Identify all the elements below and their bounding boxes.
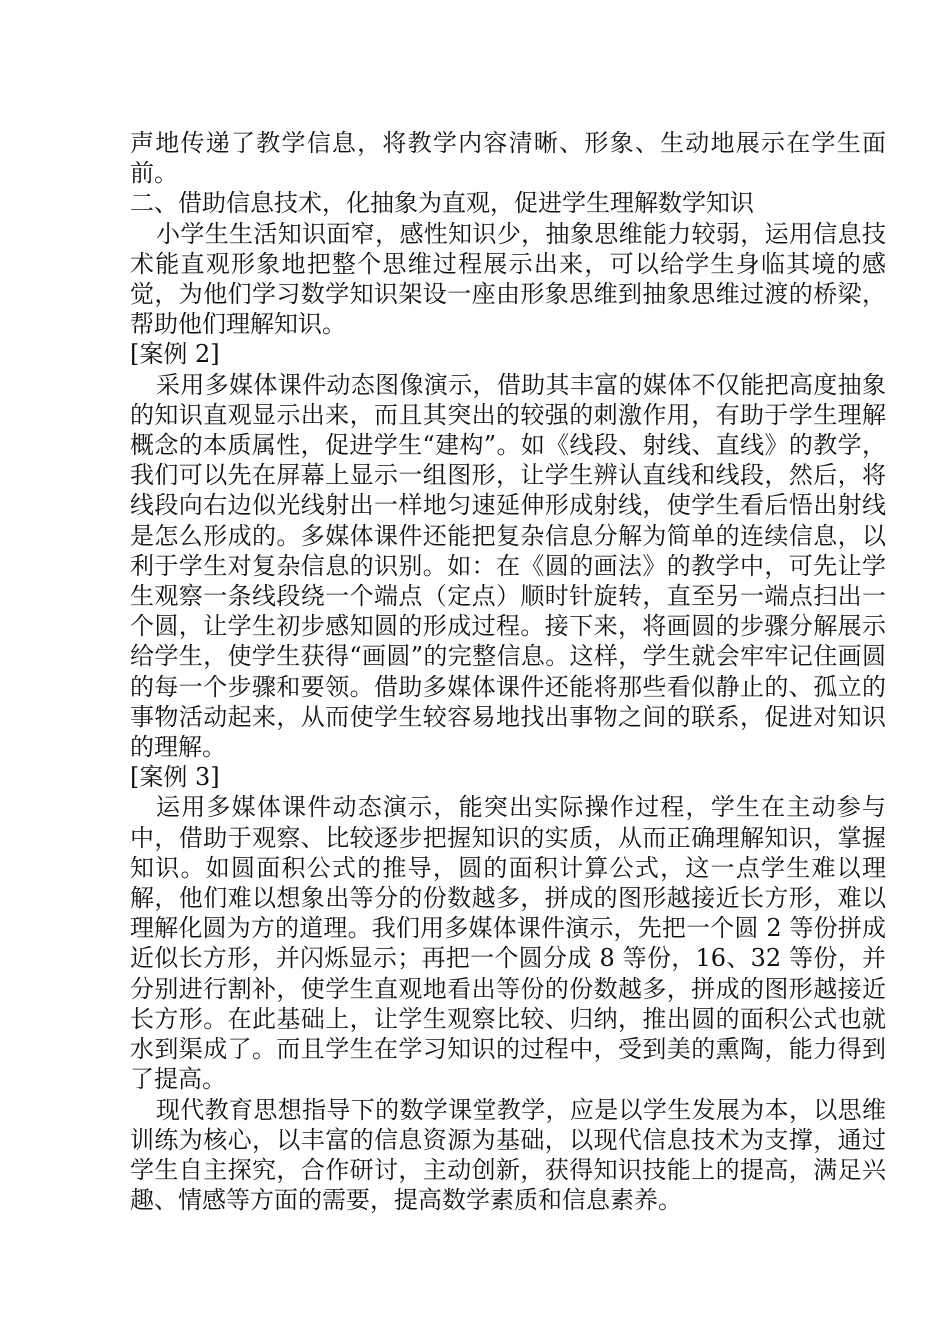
case-label-2: [案例 2] xyxy=(130,340,220,369)
paragraph-continuation: 声地传递了教学信息，将教学内容清晰、形象、生动地展示在学生面前。 xyxy=(130,129,886,188)
document-page xyxy=(130,128,886,1215)
paragraph-conclusion: 现代教育思想指导下的数学课堂教学，应是以学生发展为本，以思维训练为核心，以丰富的信息资源为基础，以现代信息技术为支撑，通过学生自主探究，合作研讨，主动创新，获得知识技能上的提高，满足兴趣、情感等方面的需要，提高数学素质和信息素养。 xyxy=(130,1095,886,1215)
section-heading: 二、借助信息技术，化抽象为直观，促进学生理解数学知识 xyxy=(130,189,754,218)
paragraph-case-2: 采用多媒体课件动态图像演示，借助其丰富的媒体不仅能把高度抽象的知识直观显示出来，而且其突出的较强的刺激作用，有助于学生理解概念的本质属性，促进学生“建构”。如《线段、射线、直线》的教学，我们可以先在屏幕上显示一组图形，让学生辨认直线和线段，然后，将线段向右边似光线射出一样地匀速延伸形成射线，使学生看后悟出射线是怎么形成的。多媒体课件还能把复杂信息分解为简单的连续信息，以利于学生对复杂信息的识别。如：在《圆的画法》的教学中，可先让学生观察一条线段绕一个端点（定点）顺时针旋转，直至另一端点扫出一个圆，让学生初步感知圆的形成过程。接下来，将画圆的步骤分解展示给学生，使学生获得“画圆”的完整信息。这样，学生就会牢牢记住画圆的每一个步骤和要领。借助多媒体课件还能将那些看似静止的、孤立的事物活动起来，从而使学生较容易地找出事物之间的联系，促进对知识的理解。 xyxy=(130,370,886,762)
paragraph-case-3: 运用多媒体课件动态演示，能突出实际操作过程，学生在主动参与中，借助于观察、比较逐步把握知识的实质，从而正确理解知识，掌握知识。如圆面积公式的推导，圆的面积计算公式，这一点学生难以理解，他们难以想象出等分的份数越多，拼成的图形越接近长方形，难以理解化圆为方的道理。我们用多媒体课件演示，先把一个圆 2 等份拼成近似长方形，并闪烁显示；再把一个圆分成 8 等份，16、32 等份，并分别进行割补，使学生直观地看出等份的份数越多，拼成的图形越接近长方形。在此基础上，让学生观察比较、归纳，推出圆的面积公式也就水到渠成了。而且学生在学习知识的过程中，受到美的熏陶，能力得到了提高。 xyxy=(130,793,886,1094)
paragraph-intro: 小学生生活知识面窄，感性知识少，抽象思维能力较弱，运用信息技术能直观形象地把整个思维过程展示出来，可以给学生身临其境的感觉，为他们学习数学知识架设一座由形象思维到抽象思维过渡的桥梁，帮助他们理解知识。 xyxy=(130,219,886,339)
case-label-3: [案例 3] xyxy=(130,763,220,792)
